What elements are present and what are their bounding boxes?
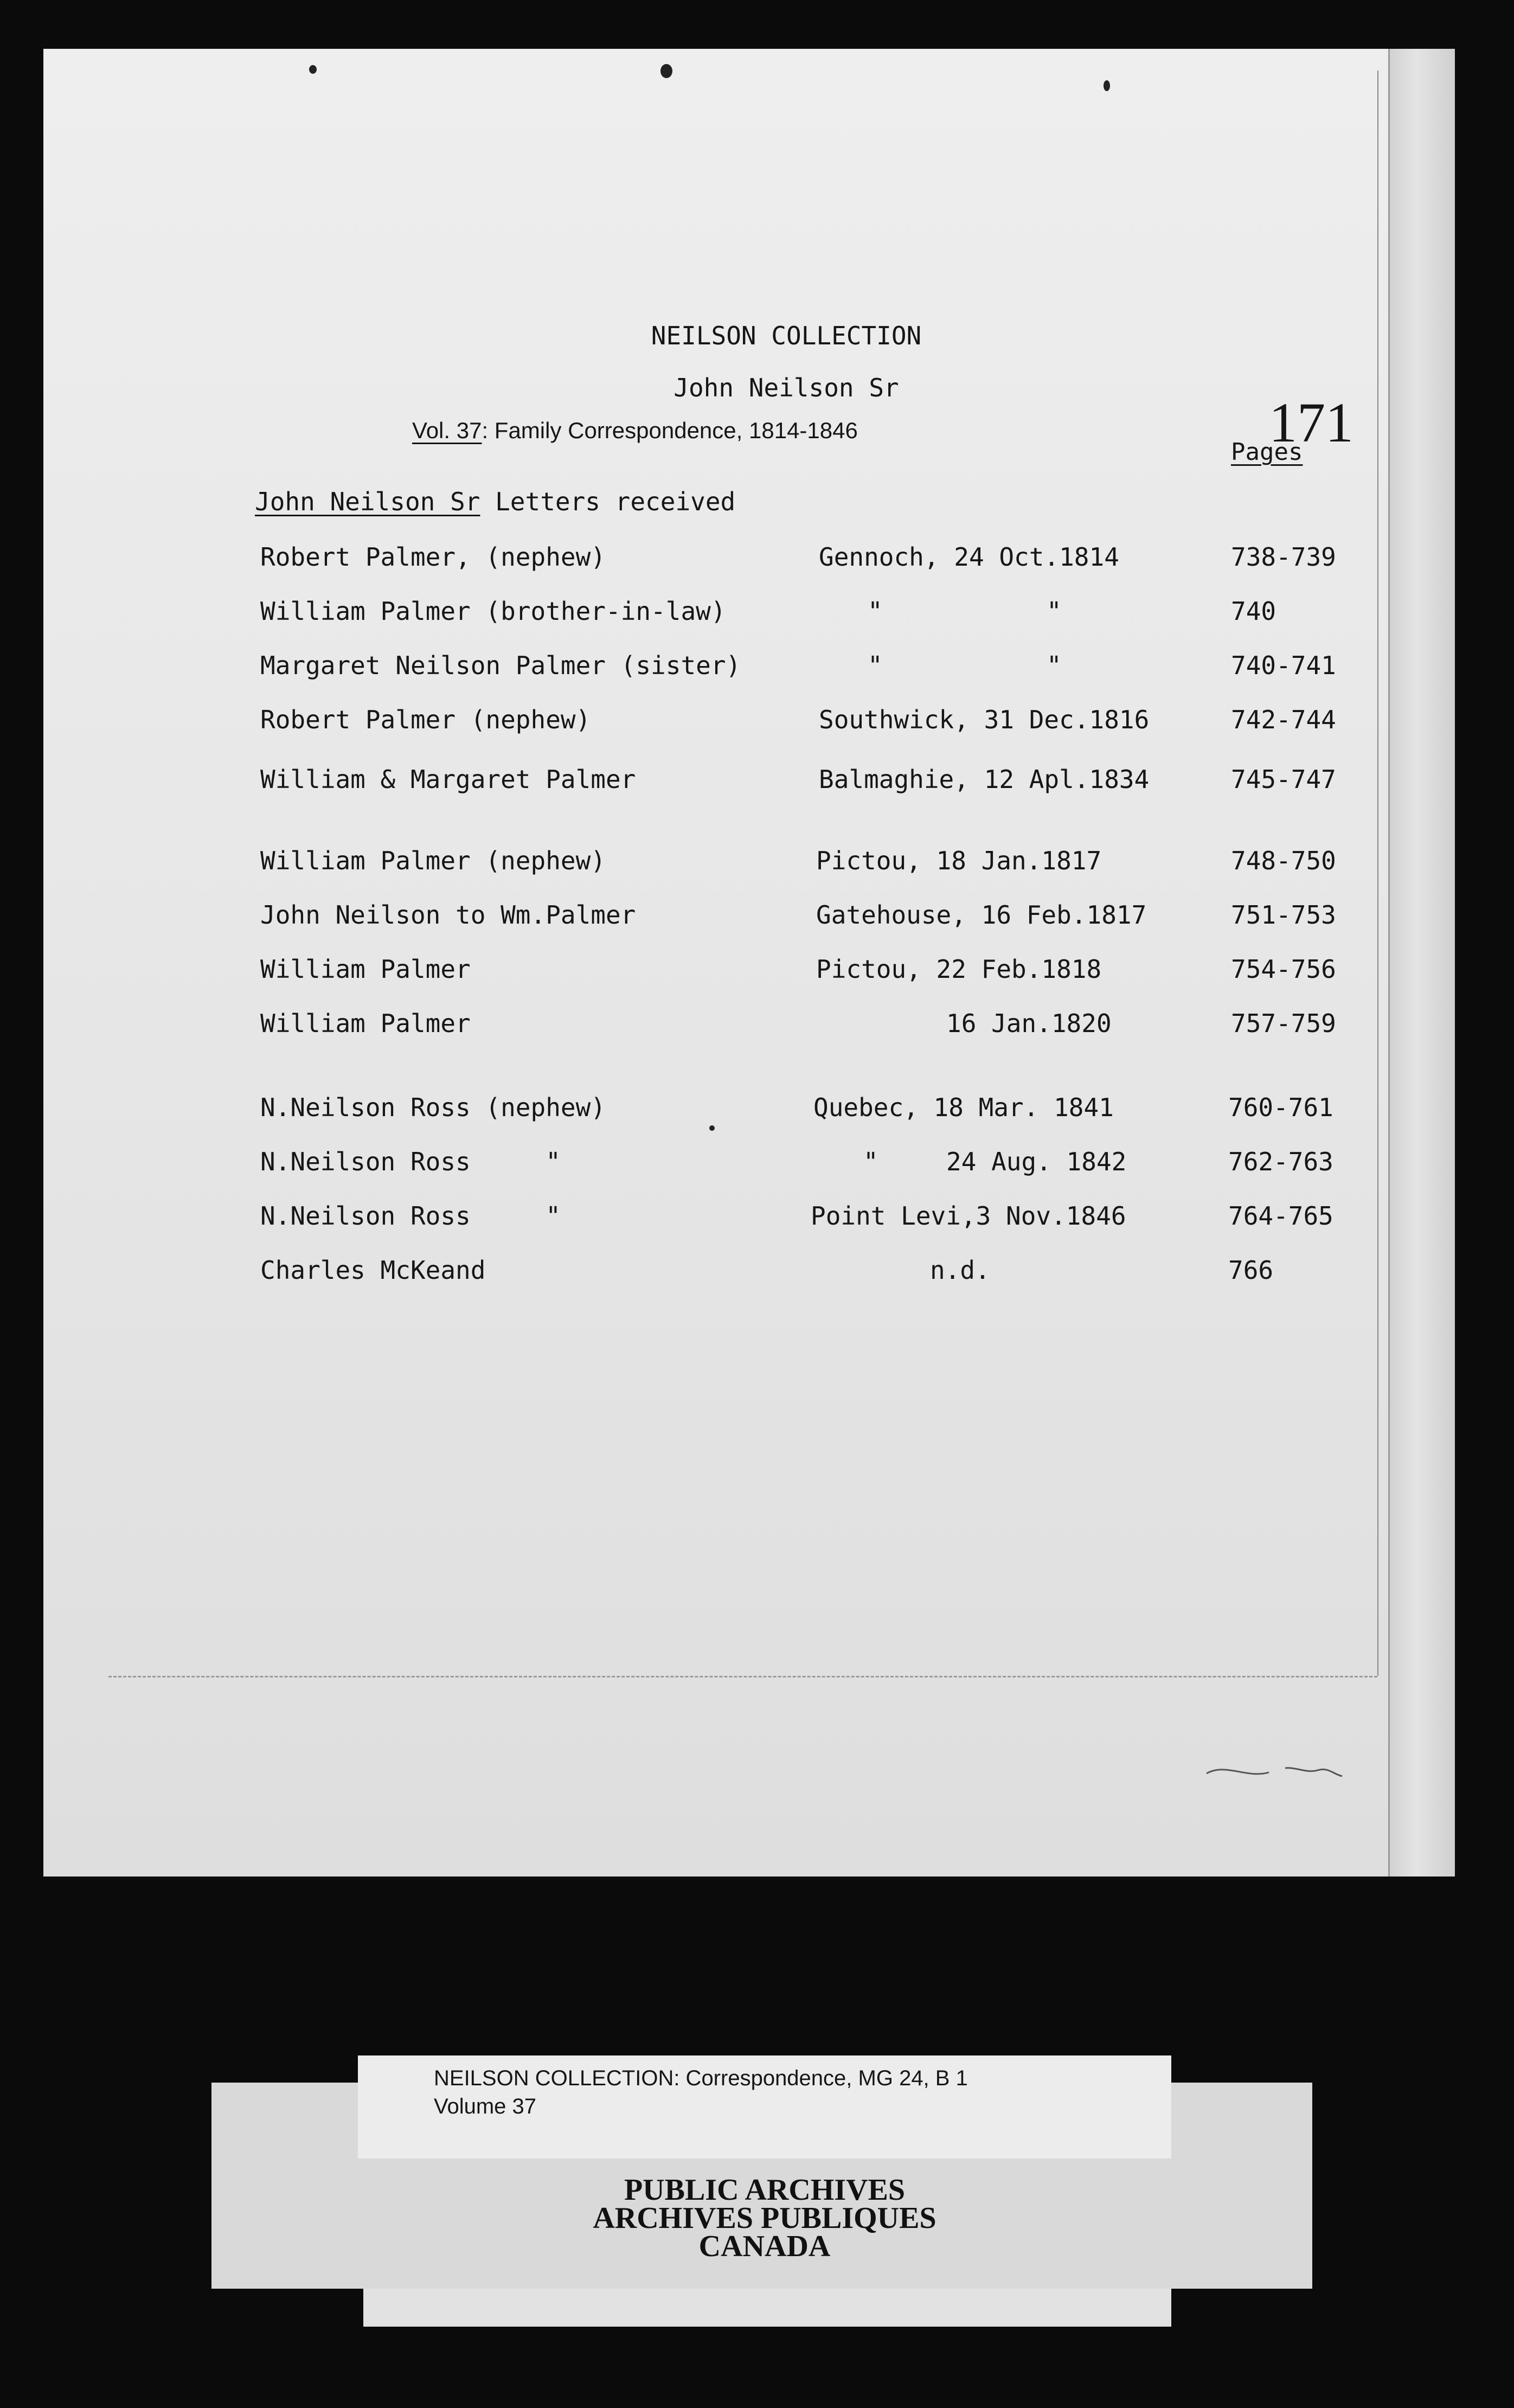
entry-pages: 745-747 [1231,765,1336,794]
pencil-mark [1204,1752,1345,1784]
entry-pages: 740-741 [1231,651,1336,680]
collection-title: NEILSON COLLECTION [651,321,922,350]
volume-label: Vol. 37 [412,418,482,443]
section-heading [255,487,735,516]
entry-place-date: Balmaghie, 12 Apl.1834 [819,765,1150,794]
page-number: 171 [1269,392,1353,454]
entry-place-ditto: " [863,1147,878,1176]
entry-date-ditto: " [1047,651,1062,680]
entry-place-date: Pictou, 22 Feb.1818 [816,955,1102,984]
entry-pages: 751-753 [1231,900,1336,930]
entry-row [0,651,1410,694]
entry-pages: 742-744 [1231,705,1336,734]
entry-name: John Neilson to Wm.Palmer [260,900,636,930]
entry-name: William Palmer [260,955,471,984]
entry-name: Margaret Neilson Palmer (sister) [260,651,741,680]
entry-row [0,1256,1410,1299]
entry-pages: 766 [1228,1256,1274,1285]
entry-name: William & Margaret Palmer [260,765,636,794]
entry-place-date: Southwick, 31 Dec.1816 [819,705,1150,734]
entry-row [0,1009,1410,1052]
entry-place-date: Point Levi,3 Nov.1846 [811,1201,1126,1231]
archive-stamp-line-2: ARCHIVES PUBLIQUES [593,2201,936,2235]
entry-name: William Palmer (brother-in-law) [260,597,726,626]
document-subtitle: John Neilson Sr [673,373,899,402]
paper-speck [1104,80,1110,91]
entry-place-date: Gennoch, 24 Oct.1814 [819,542,1119,572]
entry-name: Robert Palmer, (nephew) [260,542,606,572]
entry-place-ditto: " [868,597,883,626]
entry-pages: 760-761 [1228,1093,1333,1122]
entry-pages: 740 [1231,597,1276,626]
entry-name: Charles McKeand [260,1256,486,1285]
archive-label-line-1: NEILSON COLLECTION: Correspondence, MG 24, B 1 [434,2066,968,2090]
entry-name: N.Neilson Ross " [260,1147,561,1176]
entry-row [0,846,1410,889]
pages-column-heading: Pages [1231,438,1303,466]
entry-row [0,900,1410,944]
entry-date: n.d. [930,1256,990,1285]
entry-row [0,1147,1410,1190]
entry-row [0,765,1410,808]
archive-stamp-line-1: PUBLIC ARCHIVES [624,2173,906,2207]
volume-description: : Family Correspondence, 1814-1846 [482,418,858,443]
entry-row [0,955,1410,998]
paper-speck [660,64,672,78]
entry-name: N.Neilson Ross " [260,1201,561,1231]
entry-name: William Palmer [260,1009,471,1038]
entry-row [0,705,1410,748]
entry-pages: 748-750 [1231,846,1336,875]
entry-name: William Palmer (nephew) [260,846,606,875]
entry-place-date: Gatehouse, 16 Feb.1817 [816,900,1147,930]
underlying-page-bottom-edge [108,1676,1377,1677]
volume-line [412,418,858,444]
archive-stamp-line-3: CANADA [698,2230,831,2263]
entry-place-date: Quebec, 18 Mar. 1841 [813,1093,1114,1122]
section-heading-rest: Letters received [480,487,736,516]
paper-speck [309,65,317,74]
entry-name: N.Neilson Ross (nephew) [260,1093,606,1122]
entry-row [0,542,1410,586]
archive-label-strip [363,2289,1171,2327]
archive-label-line-2: Volume 37 [434,2095,537,2118]
entry-row [0,1201,1410,1245]
entry-pages: 764-765 [1228,1201,1333,1231]
entry-name: Robert Palmer (nephew) [260,705,591,734]
entry-pages: 754-756 [1231,955,1336,984]
entry-row [0,1093,1410,1136]
entry-pages: 757-759 [1231,1009,1336,1038]
entry-place-ditto: " [868,651,883,680]
entry-date-ditto: " [1047,597,1062,626]
entry-place-date: Pictou, 18 Jan.1817 [816,846,1102,875]
entry-pages: 762-763 [1228,1147,1333,1176]
entry-row [0,597,1410,640]
entry-pages: 738-739 [1231,542,1336,572]
section-heading-underlined: John Neilson Sr [255,487,480,516]
entry-date: 24 Aug. 1842 [946,1147,1127,1176]
entry-date: 16 Jan.1820 [946,1009,1112,1038]
